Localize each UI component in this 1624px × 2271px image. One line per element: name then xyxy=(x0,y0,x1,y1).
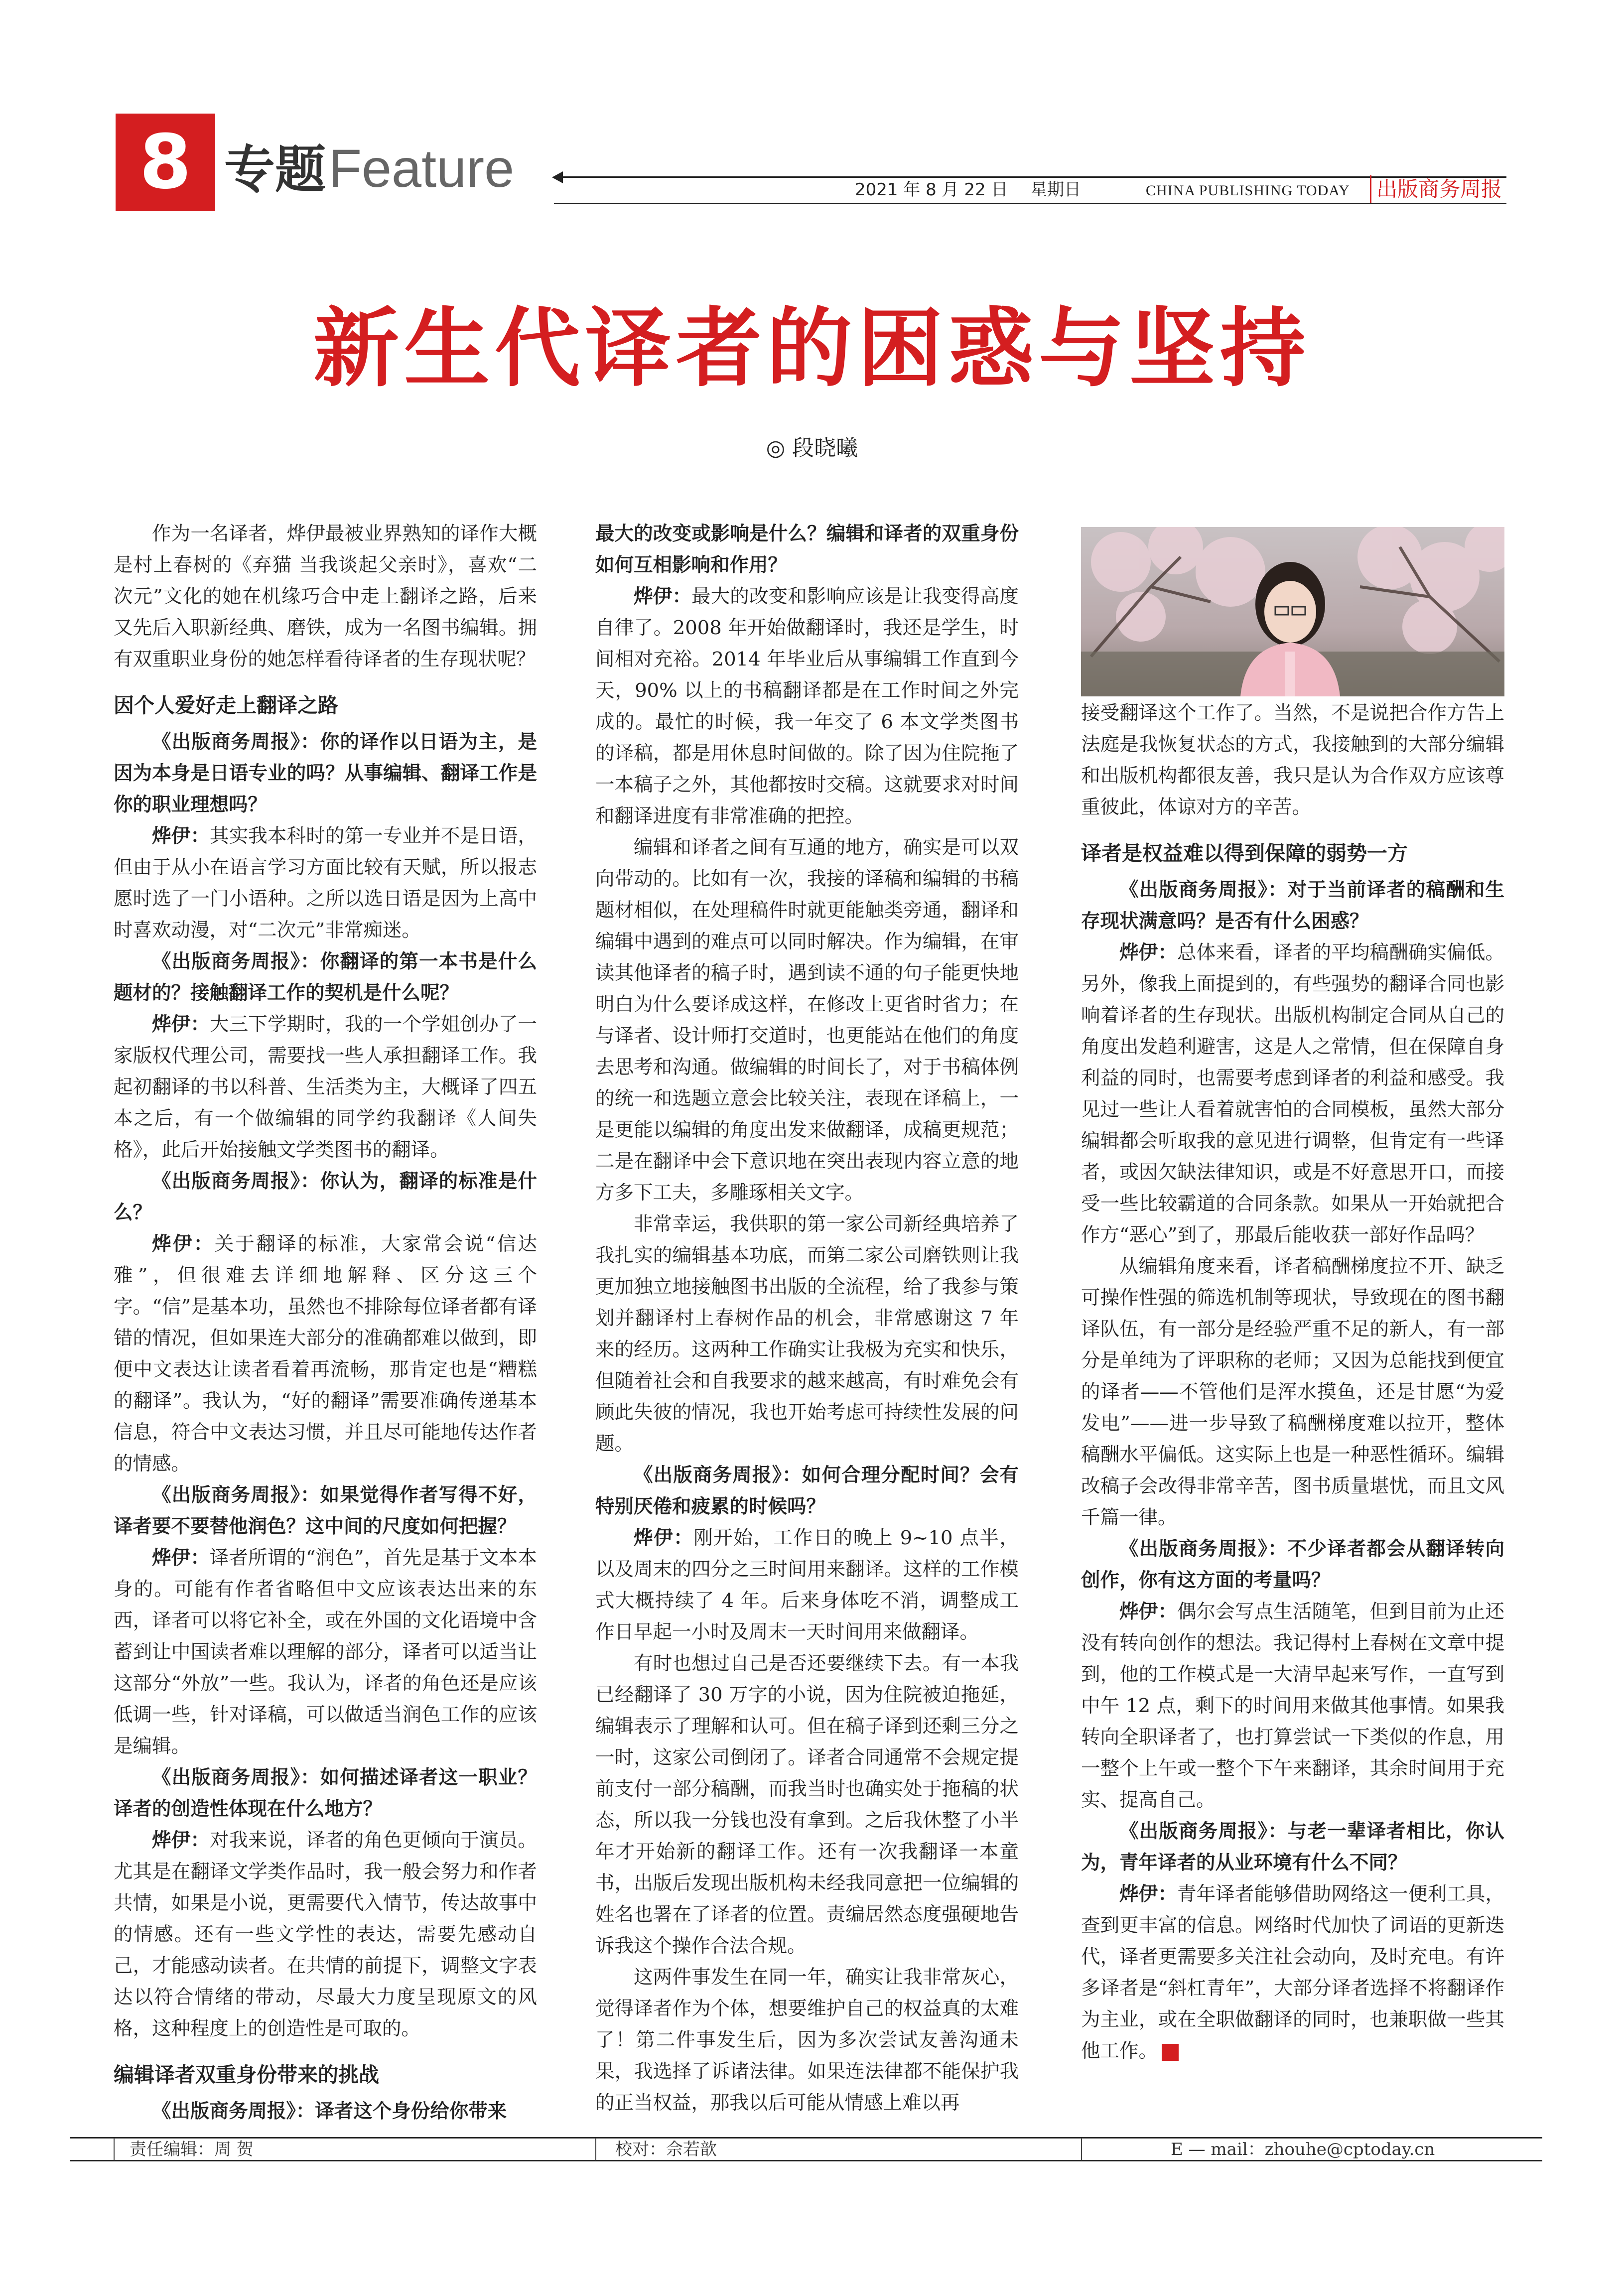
footer-email: E — mail：zhouhe@cptoday.cn xyxy=(1171,2139,1435,2159)
speaker-label: 烨伊： xyxy=(152,1829,210,1852)
answer-text: 最大的改变和影响应该是让我变得高度自律了。2008 年开始做翻译时，我还是学生，时间相对充裕。2014 年毕业后从事编辑工作直到今天，90% 以上的书稿翻译都是在工作时间之外完成的。最忙的时候，我一年交了 6 本文学类图书的译稿，都是用休息时间做的。除了因为住院拖了一本稿子之外，其他都按时交稿。这就要求对时间和翻译进度有非常准确的把控。 xyxy=(595,585,1019,827)
article-column-3 xyxy=(1081,697,1504,2067)
footer-divider xyxy=(1081,2138,1082,2160)
end-mark-icon: P xyxy=(1162,2044,1179,2061)
interview-question: 《出版商务周报》：你的译作以日语为主，是因为本身是日语专业的吗？从事编辑、翻译工作是你的职业理想吗？ xyxy=(114,731,537,816)
interview-answer xyxy=(114,1825,537,2044)
article-column-1 xyxy=(114,518,537,2127)
interview-answer xyxy=(595,581,1019,832)
page-number: 8 xyxy=(116,114,215,211)
body-paragraph-continued: 接受翻译这个工作了。当然，不是说把合作方告上法庭是我恢复状态的方式，我接触到的大部分编辑和出版机构都很友善，我只是认为合作双方应该尊重彼此，体谅对方的辛苦。 xyxy=(1081,702,1504,818)
body-paragraph: 这两件事发生在同一年，确实让我非常灰心，觉得译者作为个体，想要维护自己的权益真的太难了！第二件事发生后，因为多次尝试友善沟通未果，我选择了诉诸法律。如果连法律都不能保护我的正当权益，那我以后可能从情感上难以再 xyxy=(595,1966,1019,2114)
speaker-label: 烨伊： xyxy=(1119,1883,1177,1905)
answer-text: 总体来看，译者的平均稿酬确实偏低。另外，像我上面提到的，有些强势的翻译合同也影响着译者的生存现状。出版机构制定合同从自己的角度出发趋利避害，这是人之常情，但在保障自身利益的同时，也需要考虑到译者的利益和感受。我见过一些让人看着就害怕的合同模板，虽然大部分编辑都会听取我的意见进行调整，但肯定有一些译者，或因欠缺法律知识，或是不好意思开口，而接受一些比较霸道的合同条款。如果从一开始就把合作方“恶心”到了，那最后能收获一部好作品吗？ xyxy=(1081,941,1504,1246)
article-byline: ◎ 段晓曦 xyxy=(766,435,858,461)
interview-question: 《出版商务周报》：如何合理分配时间？会有特别厌倦和疲累的时候吗？ xyxy=(595,1464,1019,1518)
speaker-label: 烨伊： xyxy=(152,1547,210,1569)
interview-question: 《出版商务周报》：如果觉得作者写得不好，译者要不要替他润色？这中间的尺度如何把握？ xyxy=(114,1484,537,1538)
interview-question: 《出版商务周报》：对于当前译者的稿酬和生存现状满意吗？是否有什么困惑？ xyxy=(1081,879,1504,933)
interview-answer xyxy=(114,1228,537,1479)
article-title: 新生代译者的困惑与坚持 xyxy=(313,298,1311,399)
footer-proofreader: 校对：佘若歆 xyxy=(615,2139,717,2159)
portrait-photo xyxy=(1081,527,1504,696)
answer-text: 关于翻译的标准，大家常会说“信达雅”，但很难去详细地解释、区分这三个字。“信”是基本功，虽然也不排除每位译者都有译错的情况，但如果连大部分的准确都难以做到，即便中文表达让读者看着再流畅，那肯定也是“糟糕的翻译”。我认为，“好的翻译”需要准确传递基本信息，符合中文表达习惯，并且尽可能地传达作者的情感。 xyxy=(114,1233,537,1475)
body-paragraph: 有时也想过自己是否还要继续下去。有一本我已经翻译了 30 万字的小说，因为住院被迫拖延，编辑表示了理解和认可。但在稿子译到还剩三分之一时，这家公司倒闭了。译者合同通常不会规定提前支付一部分稿酬，而我当时也确实处于拖稿的状态，所以我一分钱也没有拿到。之后我休整了小半年才开始新的翻译工作。还有一次我翻译一本童书，出版后发现出版机构未经我同意把一位编辑的姓名也署在了译者的位置。责编居然态度强硬地告诉我这个操作合法合规。 xyxy=(595,1652,1019,1957)
issue-weekday: 星期日 xyxy=(1030,180,1081,200)
speaker-label: 烨伊： xyxy=(634,585,691,608)
section-heading: 编辑译者双重身份带来的挑战 xyxy=(114,2063,379,2087)
interview-answer xyxy=(1081,1878,1504,2067)
speaker-label: 烨伊： xyxy=(1119,941,1177,964)
page-header xyxy=(0,0,1624,214)
interview-answer xyxy=(1081,1596,1504,1816)
interview-answer xyxy=(114,820,537,946)
body-paragraph: 非常幸运，我供职的第一家公司新经典培养了我扎实的编辑基本功底，而第二家公司磨铁则让我更加独立地接触图书出版的全流程，给了我参与策划并翻译村上春树作品的机会，非常感谢这 7 年来的经历。这两种工作确实让我极为充实和快乐，但随着社会和自我要求的越来越高，有时难免会有顾此失彼的情况，我也开始考虑可持续性发展的问题。 xyxy=(595,1213,1019,1455)
interview-question: 《出版商务周报》：你认为，翻译的标准是什么？ xyxy=(114,1170,537,1224)
section-title-cn: 专题 xyxy=(224,140,326,200)
interview-question: 《出版商务周报》：译者这个身份给你带来 xyxy=(152,2100,507,2123)
body-paragraph: 从编辑角度来看，译者稿酬梯度拉不开、缺乏可操作性强的筛选机制等现状，导致现在的图书翻译队伍，有一部分是经验严重不足的新人，有一部分是单纯为了评职称的老师；又因为总能找到便宜的译者——不管他们是浑水摸鱼，还是甘愿“为爱发电”——进一步导致了稿酬梯度难以拉开，整体稿酬水平偏低。这实际上也是一种恶性循环。编辑改稿子会改得非常辛苦，图书质量堪忧，而且文风千篇一律。 xyxy=(1081,1255,1504,1529)
footer-divider xyxy=(114,2138,115,2160)
article-column-2 xyxy=(595,518,1019,2119)
speaker-label: 烨伊： xyxy=(152,1233,215,1255)
speaker-label: 烨伊： xyxy=(152,1013,210,1036)
footer-editor: 责任编辑：周 贺 xyxy=(130,2139,254,2159)
answer-text: 其实我本科时的第一专业并不是日语，但由于从小在语言学习方面比较有天赋，所以报志愿时选了一门小语种。之所以选日语是因为上高中时喜欢动漫，对“二次元”非常痴迷。 xyxy=(114,825,537,941)
section-title-en: Feature xyxy=(329,138,515,198)
body-paragraph: 编辑和译者之间有互通的地方，确实是可以双向带动的。比如有一次，我接的译稿和编辑的书稿题材相似，在处理稿件时就更能触类旁通，翻译和编辑中遇到的难点可以同时解决。作为编辑，在审读其他译者的稿子时，遇到读不通的句子能更快地明白为什么要译成这样，在修改上更省时省力；在与译者、设计师打交道时，也更能站在他们的角度去思考和沟通。做编辑的时间长了，对于书稿体例的统一和选题立意会比较关注，表现在译稿上，一是更能以编辑的角度出发来做翻译，成稿更规范；二是在翻译中会下意识地在突出表现内容立意的地方多下工夫，多雕琢相关文字。 xyxy=(595,836,1019,1204)
publication-name-cn: 出版商务周报 xyxy=(1370,175,1502,203)
interview-answer xyxy=(114,1009,537,1166)
answer-text: 刚开始，工作日的晚上 9~10 点半，以及周末的四分之三时间用来翻译。这样的工作模式大概持续了 4 年。后来身体吃不消，调整成工作日早起一小时及周末一天时间用来做翻译。 xyxy=(595,1527,1019,1643)
section-heading: 译者是权益难以得到保障的弱势一方 xyxy=(1081,841,1408,865)
interview-question: 《出版商务周报》：如何描述译者这一职业？译者的创造性体现在什么地方？ xyxy=(114,1766,537,1820)
interview-question-continued: 最大的改变或影响是什么？编辑和译者的双重身份如何互相影响和作用？ xyxy=(595,523,1019,576)
speaker-label: 烨伊： xyxy=(152,825,210,847)
answer-text: 大三下学期时，我的一个学姐创办了一家版权代理公司，需要找一些人承担翻译工作。我起初翻译的书以科普、生活类为主，大概译了四五本之后，有一个做编辑的同学约我翻译《人间失格》，此后开始接触文学类图书的翻译。 xyxy=(114,1013,537,1161)
issue-date: 2021 年 8 月 22 日 xyxy=(855,180,1008,200)
answer-text: 对我来说，译者的角色更倾向于演员。尤其是在翻译文学类作品时，我一般会努力和作者共情，如果是小说，更需要代入情节，传达故事中的情感。还有一些文学性的表达，需要先感动自己，才能感动读者。在共情的前提下，调整文字表达以符合情绪的带动，尽最大力度呈现原文的风格，这种程度上的创造性是可取的。 xyxy=(114,1829,537,2040)
interview-question: 《出版商务周报》：与老一辈译者相比，你认为，青年译者的从业环境有什么不同？ xyxy=(1081,1820,1504,1874)
interview-question: 《出版商务周报》：你翻译的第一本书是什么题材的？接触翻译工作的契机是什么呢？ xyxy=(114,950,537,1004)
speaker-label: 烨伊： xyxy=(1119,1601,1177,1623)
answer-text: 偶尔会写点生活随笔，但到目前为止还没有转向创作的想法。我记得村上春树在文章中提到，他的工作模式是一大清早起来写作，一直写到中午 12 点，剩下的时间用来做其他事情。如果我转向全职译者了，也打算尝试一下类似的作息，用一整个上午或一整个下午来翻译，其余时间用于充实、提高自己。 xyxy=(1081,1601,1504,1811)
header-rule-bottom xyxy=(554,203,1506,204)
answer-text: 译者所谓的“润色”，首先是基于文本本身的。可能有作者省略但中文应该表达出来的东西，译者可以将它补全，或在外国的文化语境中含蓄到让中国读者难以理解的部分，译者可以适当让这部分“外放”一些。我认为，译者的角色还是应该低调一些，针对译稿，可以做适当润色工作的应该是编辑。 xyxy=(114,1547,537,1757)
answer-text: 青年译者能够借助网络这一便利工具，查到更丰富的信息。网络时代加快了词语的更新迭代，译者更需要多关注社会动向，及时充电。有许多译者是“斜杠青年”，大部分译者选择不将翻译作为主业，或在全职做翻译的同时，也兼职做一些其他工作。 xyxy=(1081,1883,1504,2062)
section-heading: 因个人爱好走上翻译之路 xyxy=(114,693,338,717)
speaker-label: 烨伊： xyxy=(634,1527,694,1549)
interview-question: 《出版商务周报》：不少译者都会从翻译转向创作，你有这方面的考量吗？ xyxy=(1081,1538,1504,1592)
interview-answer xyxy=(595,1522,1019,1648)
portrait-photo-graphic xyxy=(1081,527,1504,696)
interview-answer xyxy=(114,1542,537,1762)
intro-paragraph: 作为一名译者，烨伊最被业界熟知的译作大概是村上春树的《弃猫 当我谈起父亲时》，喜欢“二次元”文化的她在机缘巧合中走上翻译之路，后来又先后入职新经典、磨铁，成为一名图书编辑。拥有双重职业身份的她怎样看待译者的生存现状呢？ xyxy=(114,523,537,670)
footer-divider xyxy=(595,2138,596,2160)
publication-name-en: CHINA PUBLISHING TODAY xyxy=(1146,182,1350,199)
interview-answer xyxy=(1081,937,1504,1251)
